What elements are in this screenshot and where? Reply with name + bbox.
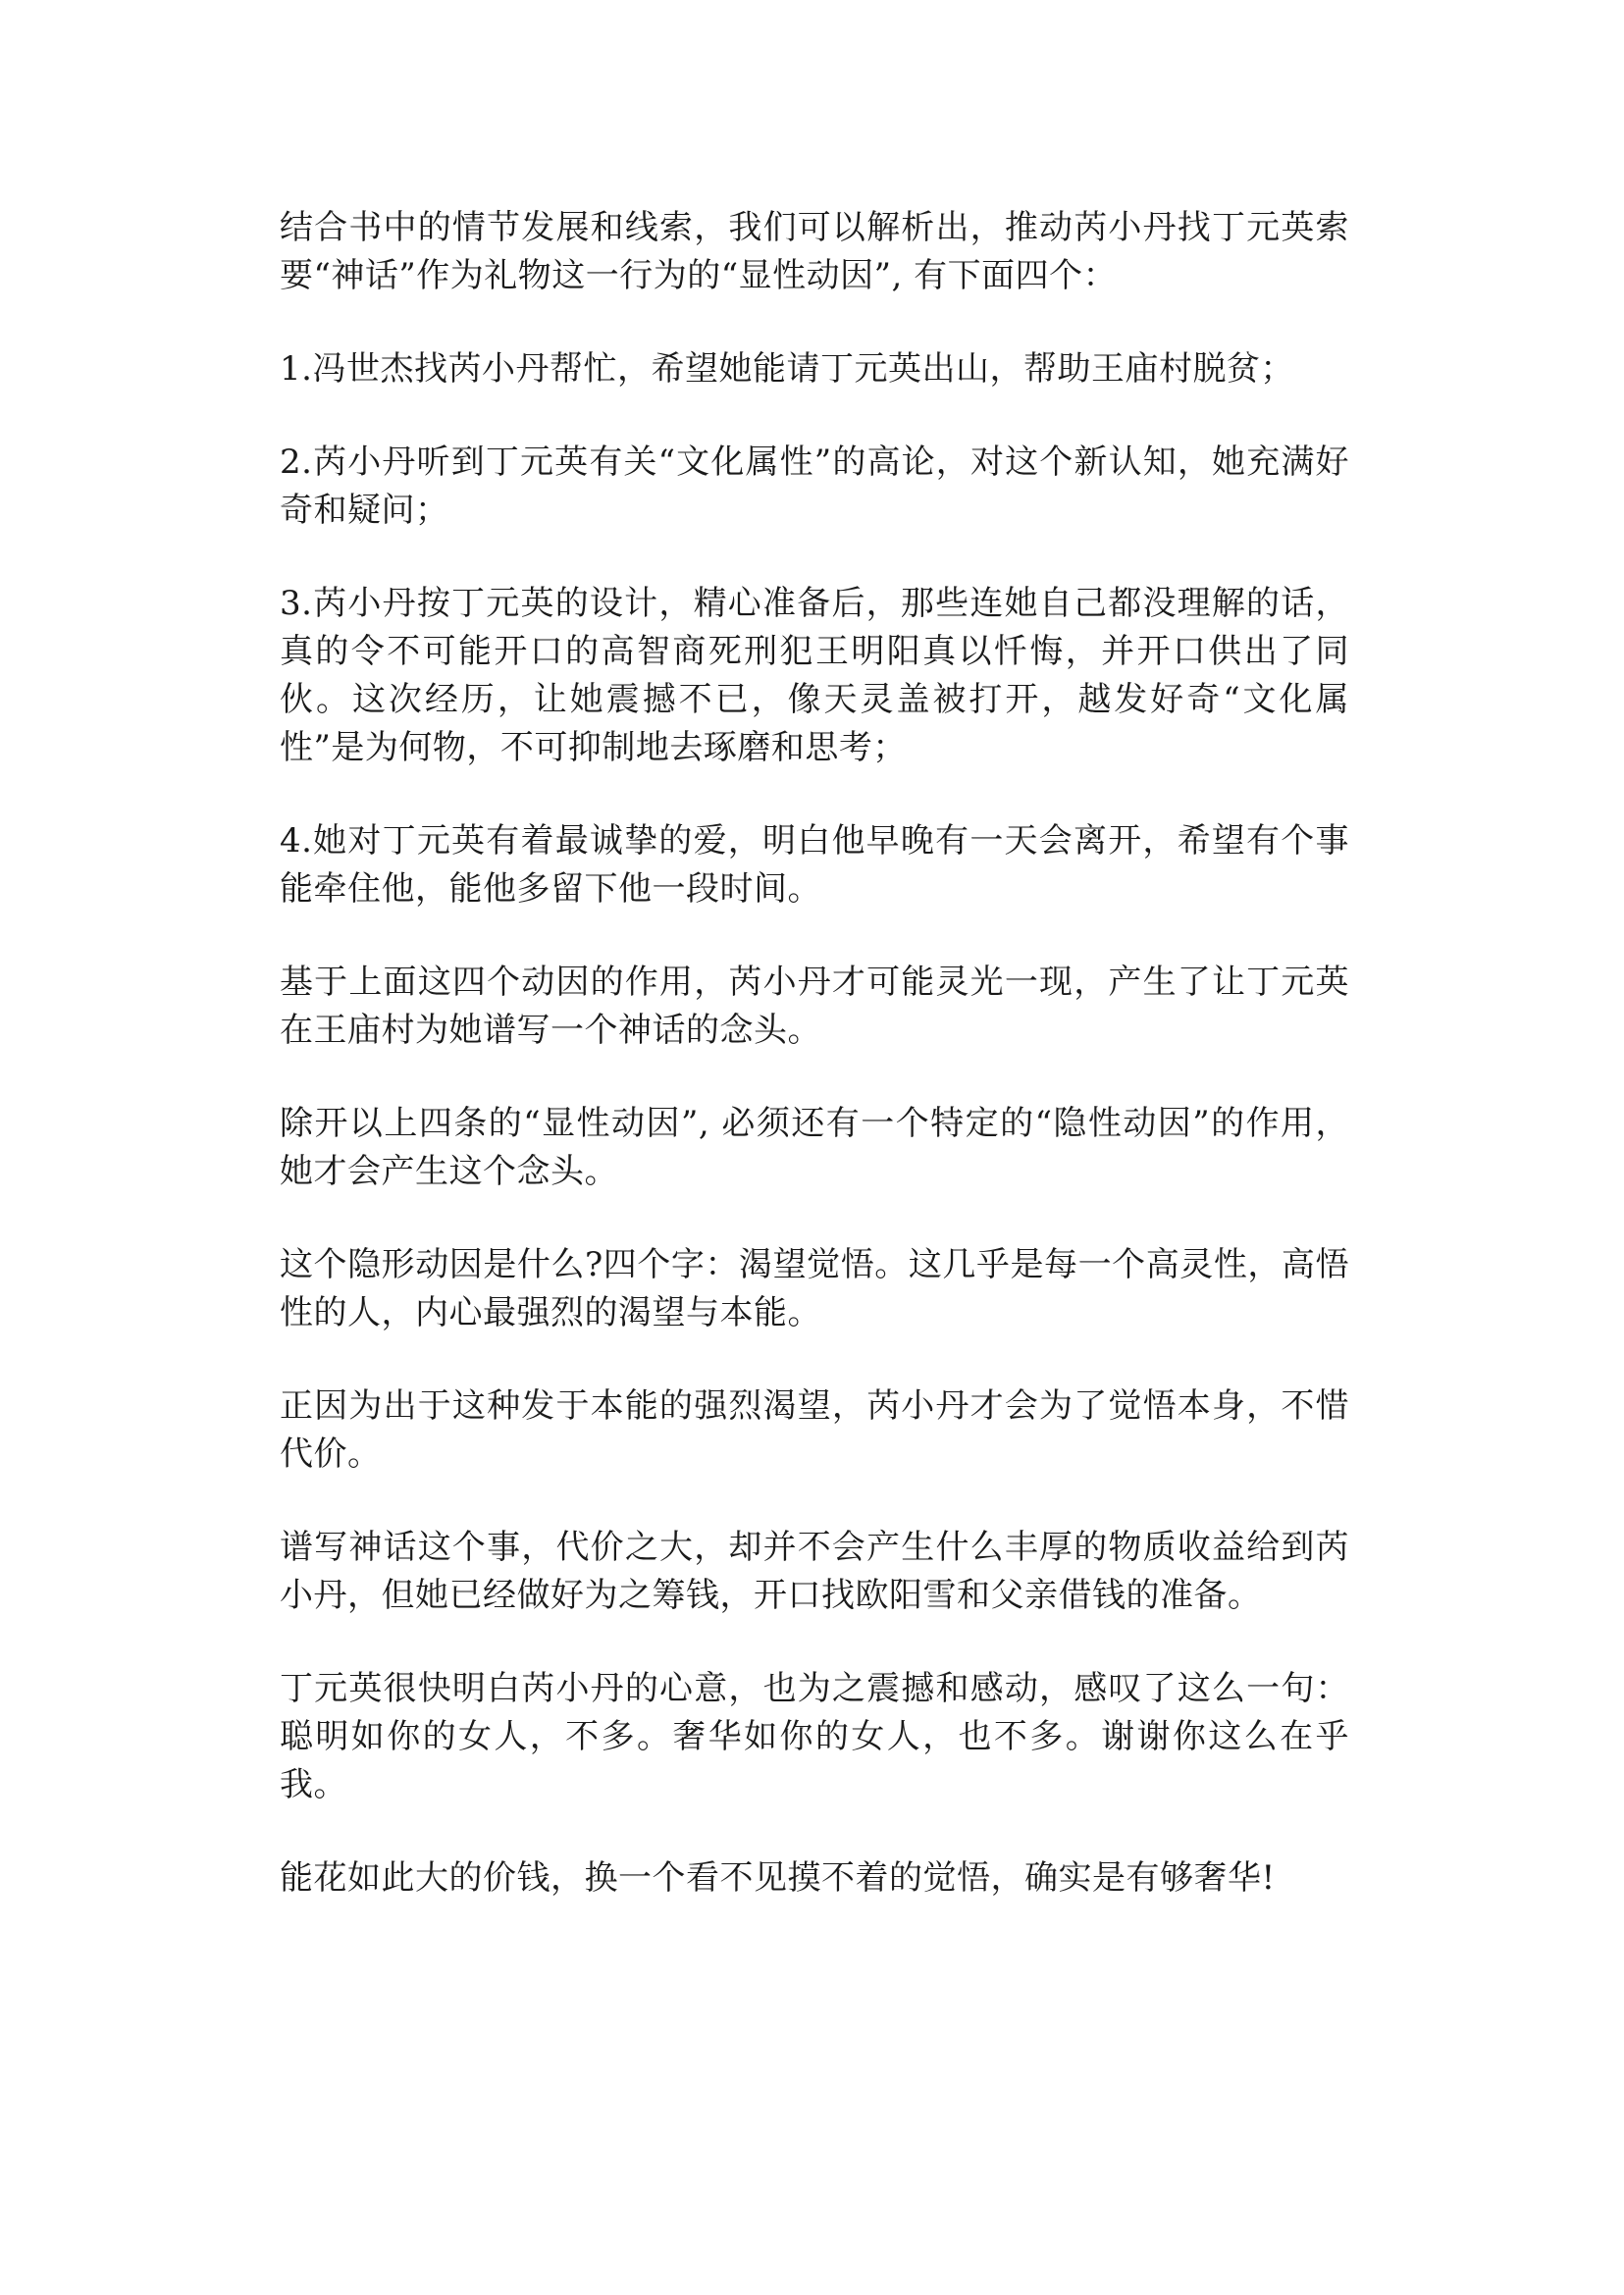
document-body <box>280 204 1349 1903</box>
paragraph-motive-2: 2.芮小丹听到丁元英有关“文化属性”的高论，对这个新认知，她充满好奇和疑问； <box>280 443 1349 530</box>
paragraph-conclusion: 能花如此大的价钱，换一个看不见摸不着的觉悟，确实是有够奢华! <box>280 1858 1276 1898</box>
paragraph-hidden-motive: 除开以上四条的“显性动因”, 必须还有一个特定的“隐性动因”的作用，她才会产生这个念头。 <box>280 1104 1349 1191</box>
paragraph-motive-3: 3.芮小丹按丁元英的设计，精心准备后，那些连她自己都没理解的话，真的令不可能开口的高智商死刑犯王明阳真以忏悔，并开口供出了同伙。这次经历，让她震撼不已，像天灵盖被打开，越发好奇“文化属性”是为何物，不可抑制地去琢磨和思考； <box>280 584 1349 767</box>
paragraph-motive-4: 4.她对丁元英有着最诚挚的爱，明白他早晚有一天会离开，希望有个事能牵住他，能他多留下他一段时间。 <box>280 821 1349 909</box>
paragraph-motive-1: 1.冯世杰找芮小丹帮忙，希望她能请丁元英出山，帮助王庙村脱贫； <box>280 349 1294 389</box>
paragraph-ding-response: 丁元英很快明白芮小丹的心意，也为之震撼和感动，感叹了这么一句：聪明如你的女人，不多。奢华如你的女人，也不多。谢谢你这么在乎我。 <box>280 1669 1349 1804</box>
paragraph-summary: 基于上面这四个动因的作用，芮小丹才可能灵光一现，产生了让丁元英在王庙村为她谱写一个神话的念头。 <box>280 963 1349 1050</box>
paragraph-intro: 结合书中的情节发展和线索，我们可以解析出，推动芮小丹找丁元英索要“神话”作为礼物这一行为的“显性动因”, 有下面四个： <box>280 208 1349 295</box>
paragraph-myth-cost: 谱写神话这个事，代价之大，却并不会产生什么丰厚的物质收益给到芮小丹，但她已经做好为之筹钱，开口找欧阳雪和父亲借钱的准备。 <box>280 1528 1349 1615</box>
paragraph-cost: 正因为出于这种发于本能的强烈渴望，芮小丹才会为了觉悟本身，不惜代价。 <box>280 1386 1349 1474</box>
paragraph-desire-enlightenment: 这个隐形动因是什么?四个字：渴望觉悟。这几乎是每一个高灵性，高悟性的人，内心最强烈的渴望与本能。 <box>280 1245 1349 1332</box>
